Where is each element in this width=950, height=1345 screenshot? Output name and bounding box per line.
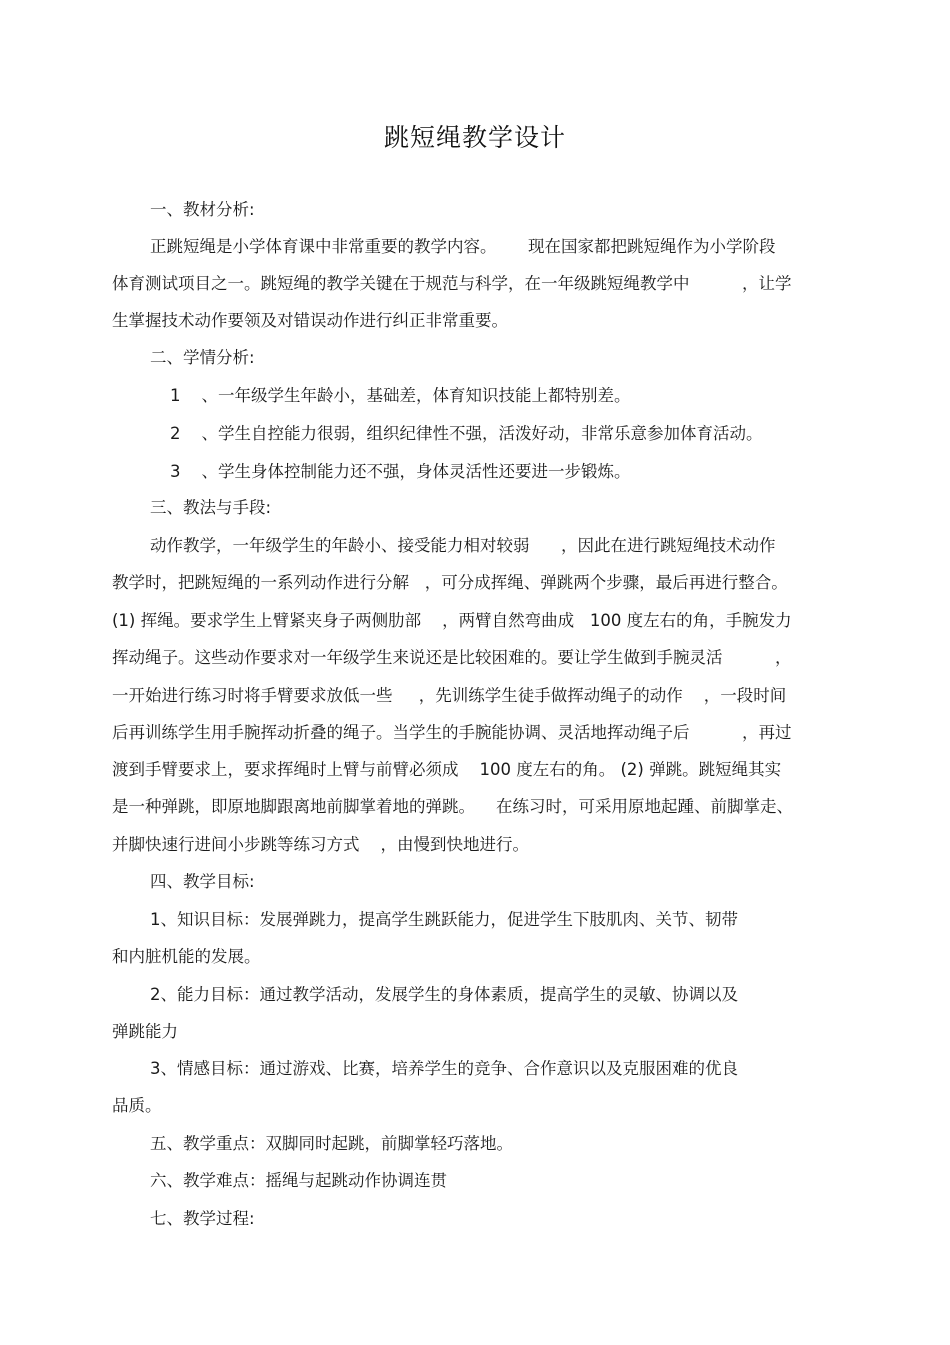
paragraph-line: 弹跳能力 [112, 1022, 178, 1041]
heading-teaching-focus: 五、教学重点：双脚同时起跳，前脚掌轻巧落地。 [150, 1134, 513, 1153]
paragraph-line: 体育测试项目之一。跳短绳的教学关键在于规范与科学，在一年级跳短绳教学中 ，让学 [112, 274, 792, 293]
list-item: 2 、学生自控能力很弱，组织纪律性不强，活泼好动，非常乐意参加体育活动。 [170, 424, 763, 443]
list-item: 1 、一年级学生年龄小，基础差，体育知识技能上都特别差。 [170, 386, 631, 405]
heading-teaching-process: 七、教学过程: [150, 1209, 255, 1228]
paragraph-line: 正跳短绳是小学体育课中非常重要的教学内容。 现在国家都把跳短绳作为小学阶段 [150, 237, 776, 256]
list-item: 3 、学生身体控制能力还不强，身体灵活性还要进一步锻炼。 [170, 462, 631, 481]
paragraph-line: 一开始进行练习时将手臂要求放低一些 ，先训练学生徒手做挥动绳子的动作 ，一段时间 [112, 686, 787, 705]
heading-teaching-difficulty: 六、教学难点：摇绳与起跳动作协调连贯 [150, 1171, 447, 1190]
paragraph-line: 2、能力目标：通过教学活动，发展学生的身体素质，提高学生的灵敏、协调以及 [150, 985, 738, 1004]
paragraph-line: 动作教学，一年级学生的年龄小、接受能力相对较弱 ，因此在进行跳短绳技术动作 [150, 536, 776, 555]
paragraph-line: 1、知识目标：发展弹跳力，提高学生跳跃能力，促进学生下肢肌肉、关节、韧带 [150, 910, 738, 929]
paragraph-line: 并脚快速行进间小步跳等练习方式 ，由慢到快地进行。 [112, 835, 529, 854]
heading-teaching-goals: 四、教学目标: [150, 872, 255, 891]
paragraph-line: 生掌握技术动作要领及对错误动作进行纠正非常重要。 [112, 311, 508, 330]
paragraph-line: 教学时，把跳短绳的一系列动作进行分解 ，可分成挥绳、弹跳两个步骤，最后再进行整合。 [112, 573, 788, 592]
paragraph-line: 3、情感目标：通过游戏、比赛，培养学生的竞争、合作意识以及克服困难的优良 [150, 1059, 738, 1078]
heading-material-analysis: 一、教材分析: [150, 200, 255, 219]
paragraph-line: (1) 挥绳。要求学生上臂紧夹身子两侧肋部 ，两臂自然弯曲成 100 度左右的角，手腕发力 [112, 611, 792, 630]
paragraph-line: 和内脏机能的发展。 [112, 947, 261, 966]
paragraph-line: 品质。 [112, 1096, 162, 1115]
paragraph-line: 是一种弹跳，即原地脚跟离地前脚掌着地的弹跳。 在练习时，可采用原地起踵、前脚掌走、 [112, 797, 793, 816]
heading-methods: 三、教法与手段: [150, 498, 272, 517]
paragraph-line: 后再训练学生用手腕挥动折叠的绳子。当学生的手腕能协调、灵活地挥动绳子后 ，再过 [112, 723, 792, 742]
paragraph-line: 挥动绳子。这些动作要求对一年级学生来说还是比较困难的。要让学生做到手腕灵活 ， [112, 648, 792, 667]
document-title: 跳短绳教学设计 [383, 123, 566, 152]
heading-student-analysis: 二、学情分析: [150, 348, 255, 367]
paragraph-line: 渡到手臂要求上，要求挥绳时上臂与前臂必须成 100 度左右的角。 (2) 弹跳。跳短绳其实 [112, 760, 782, 779]
